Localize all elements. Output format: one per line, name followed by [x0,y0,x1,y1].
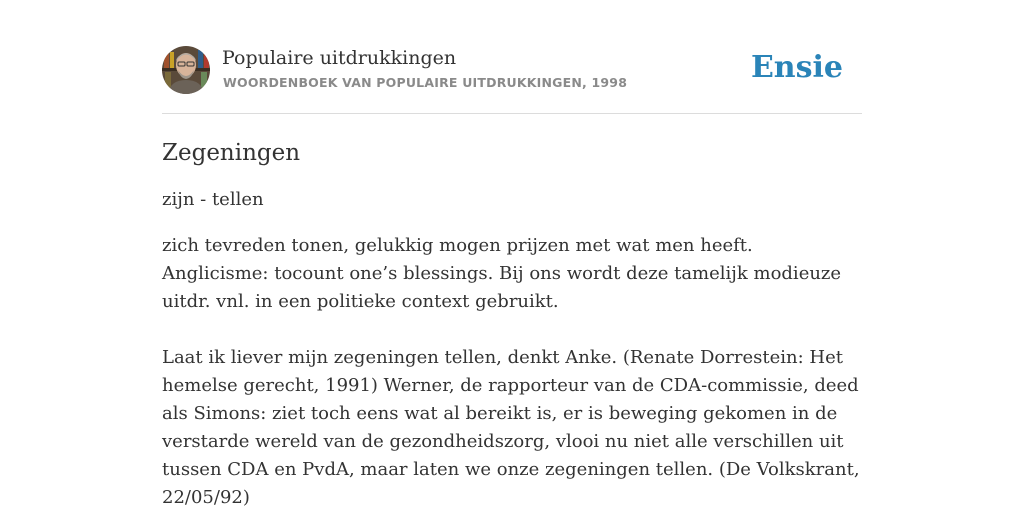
author-avatar[interactable] [162,46,210,94]
source-subtitle: WOORDENBOEK VAN POPULAIRE UITDRUKKINGEN, 1998 [223,75,628,90]
definition-paragraph: zich tevreden tonen, gelukkig mogen prijzen met wat men heeft. Anglicisme: tocount one’s blessings. Bij ons wordt deze tamelijk modieuze uitdr. vnl. in een politieke context gebruikt. [162,235,842,312]
source-title[interactable]: Populaire uitdrukkingen [222,47,457,69]
entry-title: Zegeningen [162,140,301,166]
author-portrait-icon [162,46,210,94]
entry-keywords: zijn - tellen [162,189,264,210]
ensie-logo[interactable]: Ensie [750,50,843,85]
paragraph-gap [162,316,862,344]
quote-paragraph: Laat ik liever mijn zegeningen tellen, denkt Anke. (Renate Dorrestein: Het hemelse gerecht, 1991) Werner, de rapporteur van de CDA-commissie, deed als Simons: ziet toch eens wat al bereikt is, er is beweging gekomen in de verstarde wereld van de gezondheidszorg, vlooi nu niet alle verschillen uit tussen CDA en PvdA, maar laten we onze zegeningen tellen. (De Volkskrant, 22/05/92) [162,347,860,508]
entry-definition [162,232,862,512]
entry-card [162,46,862,512]
source-header [162,46,862,114]
